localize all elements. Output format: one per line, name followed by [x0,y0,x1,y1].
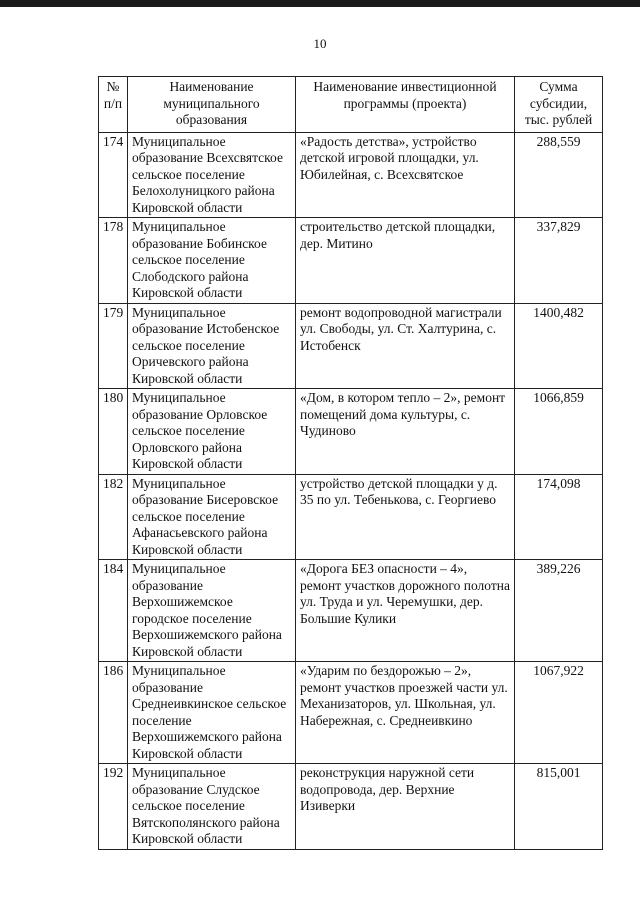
row-program: реконструкция наружной сети водопровода, дер. Верхние Изиверки [296,764,515,850]
row-municipality: Муниципальное образование Среднеивкинское сельское поселение Верхошижемского района Кировской области [128,662,296,764]
row-municipality: Муниципальное образование Верхошижемское городское поселение Верхошижемского района Кировской области [128,560,296,662]
row-num: 192 [99,764,128,850]
row-amount: 1400,482 [515,303,603,389]
table-row [99,132,603,218]
row-municipality: Муниципальное образование Истобенское сельское поселение Оричевского района Кировской области [128,303,296,389]
row-num: 186 [99,662,128,764]
row-program: «Ударим по бездорожью – 2», ремонт участков проезжей части ул. Механизаторов, ул. Школьная, ул. Набережная, с. Среднеивкино [296,662,515,764]
row-num: 180 [99,389,128,475]
table-row [99,218,603,304]
table-row [99,389,603,475]
row-amount: 1066,859 [515,389,603,475]
row-program: «Дом, в котором тепло – 2», ремонт помещений дома культуры, с. Чудиново [296,389,515,475]
row-program: ремонт водопроводной магистрали ул. Свободы, ул. Ст. Халтурина, с. Истобенск [296,303,515,389]
header-num: № п/п [99,77,128,133]
table-row [99,560,603,662]
top-edge-bar [0,0,640,7]
table-row [99,662,603,764]
page-number: 10 [313,36,327,51]
row-amount: 174,098 [515,474,603,560]
row-amount: 1067,922 [515,662,603,764]
header-amount: Сумма субсидии, тыс. рублей [515,77,603,133]
row-program: устройство детской площадки у д. 35 по ул. Тебенькова, с. Георгиево [296,474,515,560]
table-header-row [99,77,603,133]
row-program: строительство детской площадки, дер. Митино [296,218,515,304]
row-municipality: Муниципальное образование Бисеровское сельское поселение Афанасьевского района Кировской области [128,474,296,560]
header-municipality: Наименование муниципального образования [128,77,296,133]
row-amount: 288,559 [515,132,603,218]
row-municipality: Муниципальное образование Слудское сельское поселение Вятскополянского района Кировской области [128,764,296,850]
table-row [99,303,603,389]
row-municipality: Муниципальное образование Орловское сельское поселение Орловского района Кировской области [128,389,296,475]
header-program: Наименование инвестиционной программы (проекта) [296,77,515,133]
row-num: 184 [99,560,128,662]
subsidy-table [98,76,603,850]
row-amount: 337,829 [515,218,603,304]
row-municipality: Муниципальное образование Бобинское сельское поселение Слободского района Кировской области [128,218,296,304]
row-program: «Радость детства», устройство детской игровой площадки, ул. Юбилейная, с. Всехсвятское [296,132,515,218]
table-row [99,474,603,560]
row-num: 174 [99,132,128,218]
row-num: 182 [99,474,128,560]
row-amount: 815,001 [515,764,603,850]
table-row [99,764,603,850]
row-amount: 389,226 [515,560,603,662]
row-municipality: Муниципальное образование Всехсвятское сельское поселение Белохолуницкого района Кировской области [128,132,296,218]
row-num: 178 [99,218,128,304]
row-program: «Дорога БЕЗ опасности – 4», ремонт участков дорожного полотна ул. Труда и ул. Черемушки, дер. Большие Кулики [296,560,515,662]
row-num: 179 [99,303,128,389]
